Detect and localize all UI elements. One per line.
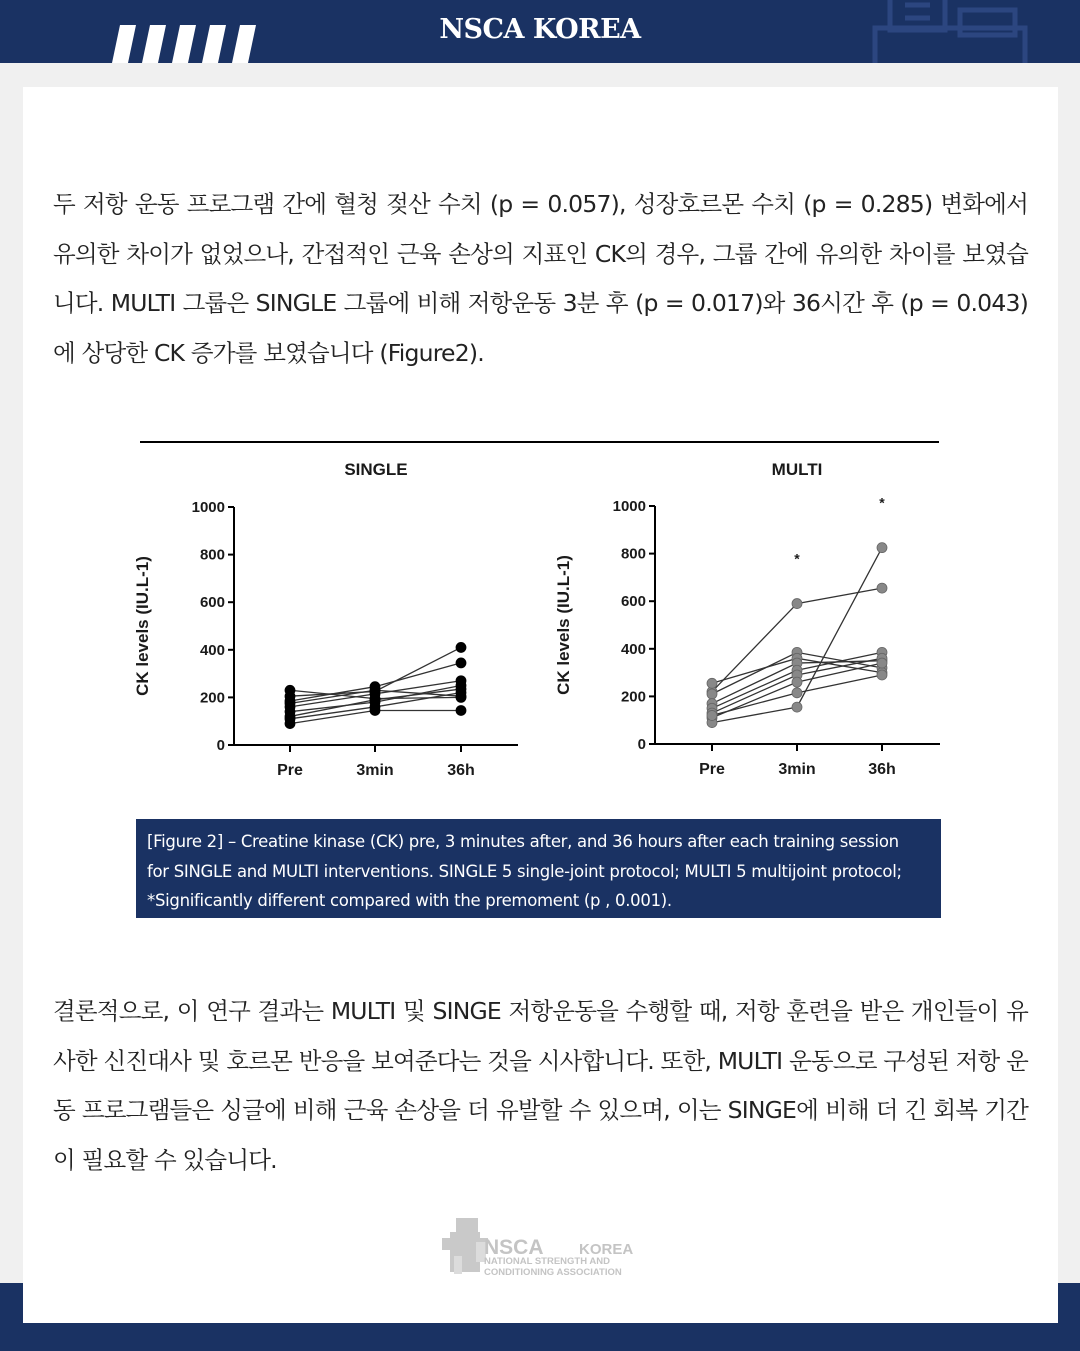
panel-2-title: MULTI bbox=[771, 460, 823, 479]
panel-2-data-point bbox=[877, 543, 887, 553]
panel-1-data-point bbox=[456, 705, 466, 715]
conclusion-paragraph: 결론적으로, 이 연구 결과는 MULTI 및 SINGE 저항운동을 수행할 때, 저항 훈련을 받은 개인들이 유사한 신진대사 및 호르몬 반응을 보여준다는 것을 시사합니다. 또한, MULTI 운동으로 구성된 저항 운동 프로그램들은 싱글에 비해 근육 손상을 더 유발할 수 있으며, 이는 SINGE에 비해 더 긴 회복 기간이 필요할 수 있습니다. bbox=[53, 997, 1029, 1174]
panel-2-y-tick-label: 800 bbox=[620, 545, 646, 563]
panel-1-data-point bbox=[370, 705, 380, 715]
building-watermark-icon bbox=[820, 0, 1080, 63]
panel-1-title: SINGLE bbox=[344, 460, 408, 479]
panel-1-y-tick-label: 600 bbox=[199, 594, 225, 612]
panel-1-data-point bbox=[456, 642, 466, 652]
panel-2-significance-marker: * bbox=[879, 494, 885, 511]
header-title: NSCA KOREA bbox=[439, 14, 641, 45]
panel-2-data-point bbox=[792, 677, 802, 687]
panel-2-data-point bbox=[877, 658, 887, 668]
caption-line-2: for SINGLE and MULTI interventions. SINGLE 5 single-joint protocol; MULTI 5 multijoint protocol; bbox=[147, 861, 902, 881]
header-bar bbox=[0, 0, 1080, 63]
panel-1-y-tick-label: 800 bbox=[199, 546, 225, 564]
panel-2-y-tick-label: 0 bbox=[637, 736, 646, 753]
panel-1-data-point bbox=[285, 719, 295, 729]
ck-levels-figure bbox=[120, 430, 960, 790]
logo-line-2: CONDITIONING ASSOCIATION bbox=[484, 1267, 622, 1278]
panel-2-x-tick-label: Pre bbox=[699, 761, 725, 778]
logo-korea-text: KOREA bbox=[579, 1241, 634, 1258]
panel-1-x-tick-label: Pre bbox=[277, 762, 303, 779]
panel-2-data-point bbox=[877, 670, 887, 680]
panel-1-y-tick-label: 200 bbox=[199, 689, 225, 707]
panel-2-data-point bbox=[877, 583, 887, 593]
panel-1-x-tick-label: 36h bbox=[447, 762, 475, 779]
panel-2-data-point bbox=[707, 678, 717, 688]
panel-2-data-point bbox=[792, 688, 802, 698]
logo-line-1: NATIONAL STRENGTH AND bbox=[484, 1256, 610, 1267]
panel-2-data-point bbox=[707, 689, 717, 699]
panel-2-data-point bbox=[792, 599, 802, 609]
caption-line-1: [Figure 2] – Creatine kinase (CK) pre, 3 minutes after, and 36 hours after each training session bbox=[147, 832, 899, 851]
panel-1-y-tick-label: 1000 bbox=[191, 499, 225, 516]
panel-1-x-tick-label: 3min bbox=[356, 762, 394, 779]
panel-1-y-tick-label: 400 bbox=[199, 641, 225, 659]
panel-2-y-tick-label: 600 bbox=[620, 593, 646, 611]
panel-2-x-tick-label: 3min bbox=[778, 761, 816, 778]
panel-1-data-point bbox=[456, 691, 466, 701]
panel-2-data-point bbox=[707, 710, 717, 720]
panel-2-y-axis-label: CK levels (IU.L-1) bbox=[554, 555, 573, 695]
panel-1-data-point bbox=[370, 685, 380, 695]
figure-caption bbox=[136, 819, 941, 918]
nsca-korea-logo bbox=[440, 1216, 650, 1278]
panel-2-y-tick-label: 1000 bbox=[612, 498, 646, 515]
panel-1-y-axis-label: CK levels (IU.L-1) bbox=[133, 556, 152, 696]
panel-2-data-point bbox=[792, 702, 802, 712]
logo-building-icon bbox=[442, 1218, 488, 1274]
caption-line-3: *Significantly different compared with the premoment (p , 0.001). bbox=[147, 891, 672, 910]
intro-paragraph: 두 저항 운동 프로그램 간에 혈청 젖산 수치 (p = 0.057), 성장호르몬 수치 (p = 0.285) 변화에서 유의한 차이가 없었으나, 간접적인 근육 손상의 지표인 CK의 경우, 그룹 간에 유의한 차이를 보였습니다. MULTI 그룹은 SINGLE 그룹에 비해 저항운동 3분 후 (p = 0.017)와 36시간 후 (p = 0.043)에 상당한 CK 증가를 보였습니다 (Figure2). bbox=[53, 190, 1028, 367]
panel-2-y-tick-label: 400 bbox=[620, 640, 646, 658]
panel-2-y-tick-label: 200 bbox=[620, 688, 646, 706]
panel-1-data-point bbox=[456, 658, 466, 668]
logo-nsca-text: NSCA bbox=[484, 1236, 544, 1259]
panel-1-y-tick-label: 0 bbox=[216, 737, 225, 754]
panel-2-significance-marker: * bbox=[794, 550, 800, 567]
panel-1-data-point bbox=[285, 698, 295, 708]
panel-2-x-tick-label: 36h bbox=[868, 761, 896, 778]
